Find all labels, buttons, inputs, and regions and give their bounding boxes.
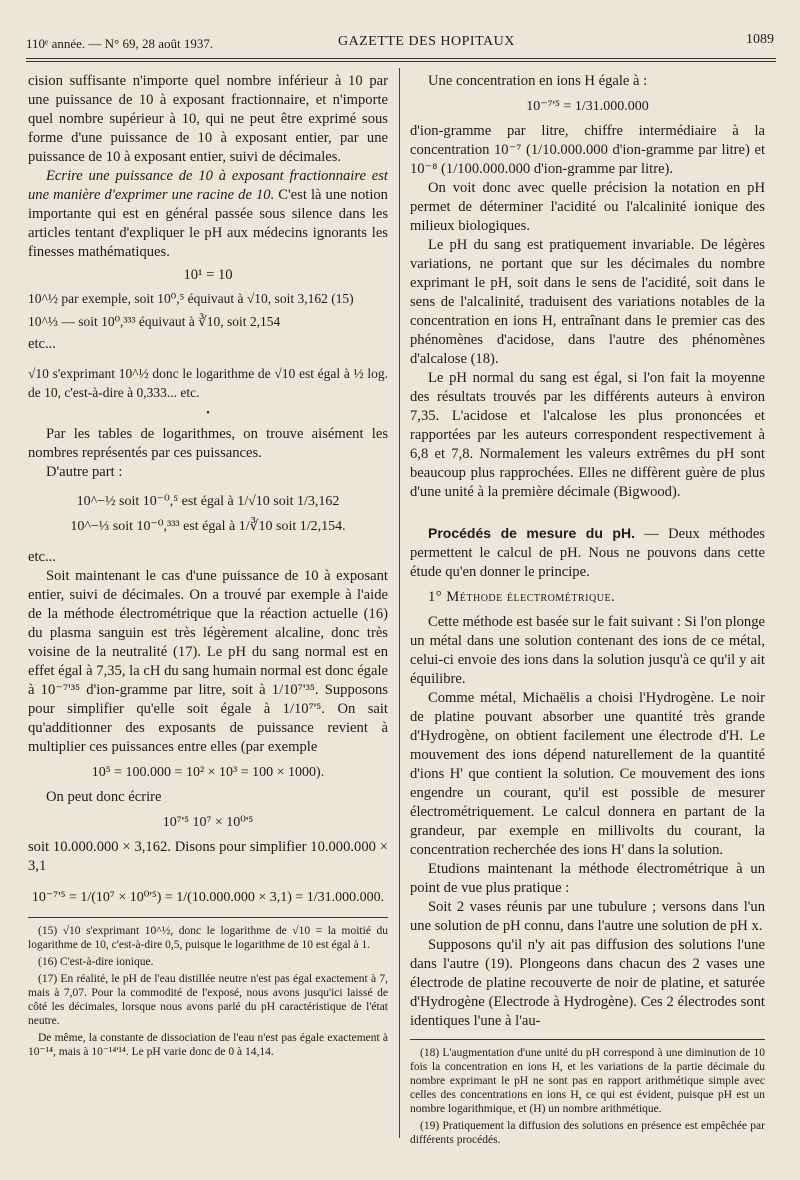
footnote-rule: [28, 917, 388, 918]
paragraph: [28, 167, 388, 262]
column-divider: [399, 68, 400, 1138]
footnote: (17) En réalité, le pH de l'eau distillée neutre n'est pas égal exactement à 7, mais à 7,07. Pour la commodité de l'exposé, nous avons jusqu'ici laissé de côté les décimales, lorsque nous avons parlé du pH caractéristique de l'état neutre.: [28, 973, 388, 1027]
section-intro: — Deux méthodes permettent le calcul de pH. Nous ne pouvons dans cette étude qu'en donner le principe.: [410, 526, 765, 580]
paragraph: [410, 524, 765, 582]
paragraph: Soit 2 vases réunis par une tubulure ; versons dans l'un une solution de pH connu, dans l'autre une solution de pH x.: [410, 899, 765, 934]
equation: 10^½ par exemple, soit 10⁰,⁵ équivaut à √10, soit 3,162 (15): [28, 291, 354, 306]
journal-title: GAZETTE DES HOPITAUX: [338, 34, 515, 49]
equation: 10^⅓ — soit 10⁰,³³³ équivaut à ∛10, soit 2,154: [28, 314, 281, 329]
equation: 10⁵ = 100.000 = 10² × 10³ = 100 × 1000).: [91, 765, 325, 780]
header-rule-double: [26, 61, 776, 62]
right-column: [410, 72, 765, 1150]
sentence: C'est là une notion importante qui est en général passée sous silence dans les articles tentant d'expliquer le pH aux médecins ignorants les finesses mathématiques.: [28, 187, 388, 260]
header-rule: [26, 58, 776, 59]
equation: 10⁻⁷'⁵ = 1/31.000.000: [526, 99, 649, 114]
paragraph: Une concentration en ions H égale à :: [428, 73, 648, 89]
equation: 10^−⅓ soit 10⁻⁰,³³³ est égal à 1/∛10 soit 1/2,154.: [70, 519, 346, 534]
equation: √10 s'exprimant 10^½ donc le logarithme de √10 est égal à ½ log. de 10, c'est-à-dire à 0,333... etc.: [28, 366, 388, 400]
subsection-title: 1° Méthode électrométrique.: [428, 589, 616, 605]
footnote: (19) Pratiquement la diffusion des solutions en présence est empêchée par différents procédés.: [410, 1120, 765, 1146]
paragraph: On voit donc avec quelle précision la notation en pH permet de déterminer l'acidité ou l'alcalinité ionique des milieux biologiques.: [410, 180, 765, 234]
italic-sentence: Ecrire une puissance de 10 à exposant fractionnaire est une manière d'exprimer une racine de 10.: [28, 168, 388, 203]
etc-text: etc...: [28, 549, 56, 565]
paragraph: Supposons qu'il n'y ait pas diffusion des solutions l'une dans l'autre (19). Plongeons dans chacun des 2 vases une électrode de platine recouverte de noir de platine, et saturée d'Hydrogène (Electrode à Hydrogène). Ces 2 électrodes sont identiques l'une à l'au-: [410, 937, 765, 1029]
footnote: De même, la constante de dissociation de l'eau n'est pas égale exactement à 10⁻¹⁴, mais à 10⁻¹⁴'¹⁴. Le pH varie donc de 0 à 14,14.: [28, 1032, 388, 1058]
paragraph: d'ion-gramme par litre, chiffre intermédiaire à la concentration 10⁻⁷ (1/10.000.000 d'ion-gramme par litre) et 10⁻⁸ (1/100.000.000 d'ion-gramme par litre).: [410, 123, 765, 177]
subsection-heading: [410, 588, 765, 607]
equation: 10⁷'⁵ 10⁷ × 10⁰'⁵: [162, 815, 254, 830]
paragraph: Etudions maintenant la méthode électrométrique à un point de vue plus pratique :: [410, 861, 765, 896]
paragraph: D'autre part :: [46, 464, 123, 480]
equation: 10^−½ soit 10⁻⁰,⁵ est égal à 1/√10 soit 1/3,162: [76, 494, 340, 509]
footnote: (16) C'est-à-dire ionique.: [38, 956, 154, 968]
paragraph: Comme métal, Michaëlis a choisi l'Hydrogène. Le noir de platine pouvant absorber une quantité très grande d'Hydrogène, on obtient facilement une électrode d'H. Le mouvement des ions dépend naturellement de la quantité d'ions H' que contient la solution. Ce mouvement des ions engendre un courant, qu'il est possible de mesurer électrométriquement. Le calcul donnera en partant de la grandeur, par exemple en millivolts du courant, la concentration recherchée des ions H' dans la solution.: [410, 690, 765, 858]
etc-text: etc...: [28, 336, 56, 352]
footnote: (15) √10 s'exprimant 10^½, donc le logarithme de √10 = la moitié du logarithme de 10, c'est-à-dire 0,5, puisque le logarithme de 10 est égal à 1.: [28, 925, 388, 951]
page-header: [26, 30, 774, 60]
equation: 10¹ = 10: [183, 267, 233, 283]
paragraph: soit 10.000.000 × 3,162. Disons pour simplifier 10.000.000 × 3,1: [28, 839, 388, 874]
footnote: (18) L'augmentation d'une unité du pH correspond à une diminution de 10 fois la concentration en ions H, et les variations de la partie décimale du nombre exprimant le pH ne sont pas en rapport arithmétique simple avec celles des concentrations en ions H, ce qui est évident, puisque pH est un nombre logarithmique, et (H) un nombre arithmétique.: [410, 1047, 765, 1115]
paragraph: Le pH normal du sang est égal, si l'on fait la moyenne des résultats trouvés par les différents auteurs à environ 7,35. L'acidose et l'alcalose les plus prononcées et rapportées par les auteurs correspondent respectivement à 6,8 et 7,8. Normalement les valeurs extrêmes du pH sont beaucoup plus rapprochées. Elles ne diffèrent guère de plus d'une unité à la première décimale (Bigwood).: [410, 370, 765, 500]
paragraph: Le pH du sang est pratiquement invariable. De légères variations, ne portant que sur les décimales du nombre exprimant le pH, soit dans le sens de l'acidité, soit dans le sens de l'alcalinité, traduisent des variations notables de la concentration en ions H, entraînant dans le premier cas des phénomènes d'acidose, dans l'autre des phénomènes d'alcalose (18).: [410, 237, 765, 367]
footnote-rule: [410, 1039, 765, 1040]
paragraph: cision suffisante n'importe quel nombre inférieur à 10 par une puissance de 10 à exposant fractionnaire, et n'importe quel nombre supérieur à 10, qui ne peut être exprimé sous forme d'une puissance de 10 à exposant entier, par une puissance de 10 à exposant entier, suivi de décimales.: [28, 73, 388, 165]
equation: 10⁻⁷'⁵ = 1/(10⁷ × 10⁰'⁵) = 1/(10.000.000 × 3,1) = 1/31.000.000.: [31, 890, 385, 905]
paragraph: Soit maintenant le cas d'une puissance de 10 à exposant entier, suivi de décimales. On a trouvé par exemple à l'aide de la méthode électrométrique que la réaction actuelle (16) du plasma sanguin est très légèrement alcaline, donc très voisine de la neutralité (17). Le pH du sang normal est en effet égal à 7,35, la cH du sang humain normal est donc égale à 10⁻⁷'³⁵ d'ion-gramme par litre, soit à 1/10⁷'³⁵. Supposons pour simplifier qu'elle soit égale à 1/10⁷'⁵. On sait qu'additionner des exposants de puissance revient à multiplier ces puissances entre elles (par exemple: [28, 568, 388, 755]
paragraph: On peut donc écrire: [46, 789, 162, 805]
separator-mark: •: [206, 408, 210, 419]
page-number: 1089: [746, 32, 774, 47]
left-column: [28, 72, 388, 1062]
paragraph: Par les tables de logarithmes, on trouve aisément les nombres représentés par ces puissances.: [28, 426, 388, 461]
paragraph: Cette méthode est basée sur le fait suivant : Si l'on plonge un métal dans une solution contenant des ions de ce métal, celui-ci envoie des ions dans la solution jusqu'à ce qu'il y ait équilibre.: [410, 614, 765, 687]
issue-info: 110ᵉ année. — N° 69, 28 août 1937.: [26, 36, 214, 51]
section-heading: Procédés de mesure du pH.: [428, 525, 635, 541]
